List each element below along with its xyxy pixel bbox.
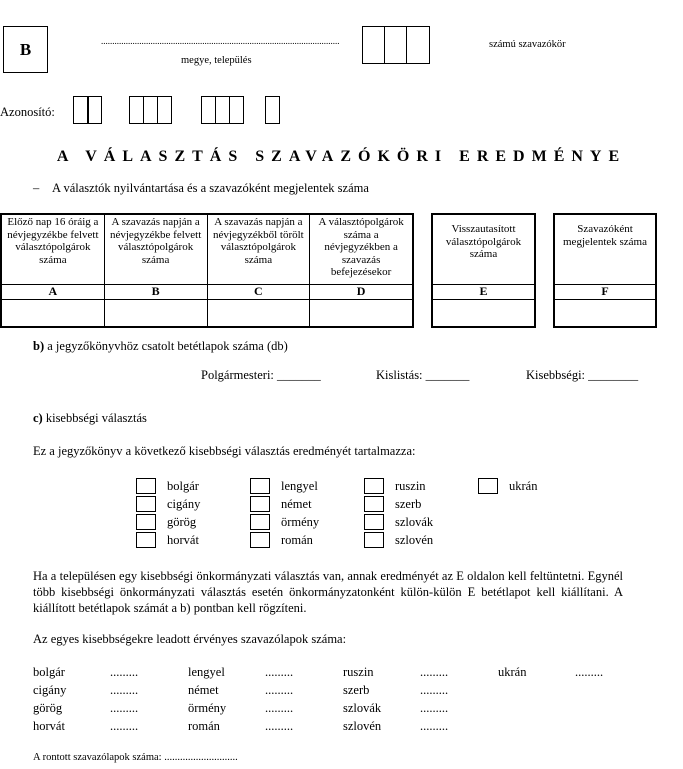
vote-label-szerb: szerb: [343, 683, 370, 697]
label-gorog: görög: [167, 515, 197, 529]
label-horvat: horvát: [167, 533, 199, 547]
checkbox-nemet[interactable]: [250, 496, 270, 512]
id-label: Azonosító:: [0, 105, 55, 119]
checkbox-szerb[interactable]: [364, 496, 384, 512]
vote-label-cigany: cigány: [33, 683, 67, 697]
col-d-value[interactable]: [310, 299, 413, 327]
checkbox-ormeny[interactable]: [250, 514, 270, 530]
vote-label-ormeny: örmény: [188, 701, 227, 715]
field-smalllist-value[interactable]: _______: [425, 368, 470, 382]
col-e-letter: E: [432, 284, 535, 299]
col-b-letter: B: [104, 284, 207, 299]
field-minority-label: Kisebbségi:: [526, 368, 586, 382]
field-mayor-value[interactable]: _______: [277, 368, 321, 382]
form-letter: B: [19, 39, 32, 59]
county-label: megye, település: [181, 55, 252, 66]
col-c-header: A szavazás napján a névjegyzékből törölt választópolgárok száma: [207, 214, 310, 284]
page-title: A VÁLASZTÁS SZAVAZÓKÖRI EREDMÉNYE: [56, 148, 627, 165]
district-digit-2[interactable]: [384, 26, 407, 64]
id-box-1[interactable]: [73, 96, 88, 124]
label-ormeny: örmény: [281, 515, 320, 529]
checkbox-gorog[interactable]: [136, 514, 156, 530]
id-box-3[interactable]: [129, 96, 144, 124]
id-box-2[interactable]: [87, 96, 102, 124]
label-ruszin: ruszin: [395, 479, 426, 493]
vote-field-gorog[interactable]: .........: [110, 701, 139, 715]
col-b-value[interactable]: [104, 299, 207, 327]
checkbox-horvat[interactable]: [136, 532, 156, 548]
form-letter-box: [3, 26, 48, 73]
district-suffix: számú szavazókör: [489, 39, 566, 50]
id-box-6[interactable]: [201, 96, 216, 124]
col-b-header: A szavazás napján a névjegyzékbe felvett választópolgárok száma: [104, 214, 207, 284]
col-a-header: Előző nap 16 óráig a névjegyzékbe felvett választópolgárok száma: [1, 214, 104, 284]
checkbox-szloven[interactable]: [364, 532, 384, 548]
vote-label-horvat: horvát: [33, 719, 65, 733]
district-digit-3[interactable]: [406, 26, 430, 64]
id-box-9[interactable]: [265, 96, 280, 124]
checkbox-lengyel[interactable]: [250, 478, 270, 494]
label-szerb: szerb: [395, 497, 422, 511]
checkbox-roman[interactable]: [250, 532, 270, 548]
vote-field-ruszin[interactable]: .........: [420, 665, 449, 679]
county-field[interactable]: ..........................................................................................................: [101, 36, 340, 46]
label-lengyel: lengyel: [281, 479, 318, 493]
registry-table: [0, 213, 414, 328]
field-minority[interactable]: [526, 368, 638, 383]
vote-field-szloven[interactable]: .........: [420, 719, 449, 733]
section-c-heading: kisebbségi választás: [45, 411, 147, 425]
checkbox-bolgar[interactable]: [136, 478, 156, 494]
vote-field-ormeny[interactable]: .........: [265, 701, 294, 715]
vote-label-gorog: görög: [33, 701, 63, 715]
checkbox-szlovak[interactable]: [364, 514, 384, 530]
col-e-header: Visszautasított választópolgárok száma: [432, 214, 535, 284]
label-bolgar: bolgár: [167, 479, 199, 493]
field-smalllist[interactable]: [376, 368, 469, 383]
id-box-5[interactable]: [157, 96, 172, 124]
section-c-intro: Ez a jegyzőkönyv a következő kisebbségi választás eredményét tartalmazza:: [33, 444, 416, 458]
district-digit-1[interactable]: [362, 26, 385, 64]
field-smalllist-label: Kislistás:: [376, 368, 423, 382]
vote-field-bolgar[interactable]: .........: [110, 665, 139, 679]
vote-label-szloven: szlovén: [343, 719, 382, 733]
votes-heading: Az egyes kisebbségekre leadott érvényes szavazólapok száma:: [33, 632, 347, 646]
section-b-heading: a jegyzőkönyvhöz csatolt betétlapok száma (db): [47, 339, 288, 353]
rejected-table: [431, 213, 536, 328]
checkbox-ukran[interactable]: [478, 478, 498, 494]
col-a-value[interactable]: [1, 299, 104, 327]
id-box-8[interactable]: [229, 96, 244, 124]
col-c-value[interactable]: [207, 299, 310, 327]
col-c-letter: C: [207, 284, 310, 299]
section-b-marker: b): [33, 339, 45, 353]
col-f-letter: F: [554, 284, 656, 299]
section-c-marker: c): [33, 411, 43, 425]
label-cigany: cigány: [167, 497, 201, 511]
col-f-value[interactable]: [554, 299, 656, 327]
id-box-4[interactable]: [143, 96, 158, 124]
field-mayor[interactable]: [201, 368, 321, 383]
col-a-letter: A: [1, 284, 104, 299]
appeared-table: [553, 213, 657, 328]
checkbox-ruszin[interactable]: [364, 478, 384, 494]
checkbox-cigany[interactable]: [136, 496, 156, 512]
vote-field-ukran[interactable]: .........: [575, 665, 604, 679]
vote-label-roman: román: [188, 719, 220, 733]
vote-field-horvat[interactable]: .........: [110, 719, 139, 733]
label-roman: román: [281, 533, 313, 547]
section-a-heading: A választók nyilvántartása és a szavazóként megjelentek száma: [52, 181, 369, 195]
vote-field-lengyel[interactable]: .........: [265, 665, 294, 679]
col-f-header: Szavazóként megjelentek száma: [554, 214, 656, 284]
col-d-letter: D: [310, 284, 413, 299]
section-a-bullet: –: [33, 181, 40, 195]
vote-field-szerb[interactable]: .........: [420, 683, 449, 697]
label-szlovak: szlovák: [395, 515, 434, 529]
id-box-7[interactable]: [215, 96, 230, 124]
vote-label-ruszin: ruszin: [343, 665, 374, 679]
vote-label-nemet: német: [188, 683, 219, 697]
vote-label-lengyel: lengyel: [188, 665, 225, 679]
col-e-value[interactable]: [432, 299, 535, 327]
vote-label-szlovak: szlovák: [343, 701, 382, 715]
section-b-heading-row: [33, 339, 288, 354]
field-minority-value[interactable]: ________: [588, 368, 639, 382]
label-ukran: ukrán: [509, 479, 538, 493]
field-mayor-label: Polgármesteri:: [201, 368, 274, 382]
vote-field-szlovak[interactable]: .........: [420, 701, 449, 715]
label-nemet: német: [281, 497, 312, 511]
label-szloven: szlovén: [395, 533, 434, 547]
instruction-paragraph: Ha a településen egy kisebbségi önkormányzati választás van, annak eredményét az E oldalon kell feltüntetni. Egynél több kisebbségi önkormányzati választás esetén önkormányzatonként külön-külön E betétlapot kell kiállítani. A kiállított betétlapok számát a b) pontban kell rögzíteni.: [33, 569, 623, 615]
section-c-heading-row: [33, 411, 147, 426]
vote-field-nemet[interactable]: .........: [265, 683, 294, 697]
vote-label-ukran: ukrán: [498, 665, 527, 679]
spoiled-ballots-field[interactable]: A rontott szavazólapok száma: ............................: [33, 752, 238, 763]
vote-field-roman[interactable]: .........: [265, 719, 294, 733]
vote-label-bolgar: bolgár: [33, 665, 65, 679]
vote-field-cigany[interactable]: .........: [110, 683, 139, 697]
col-d-header: A választópolgárok száma a névjegyzékben a szavazás befejezésekor: [310, 214, 413, 284]
